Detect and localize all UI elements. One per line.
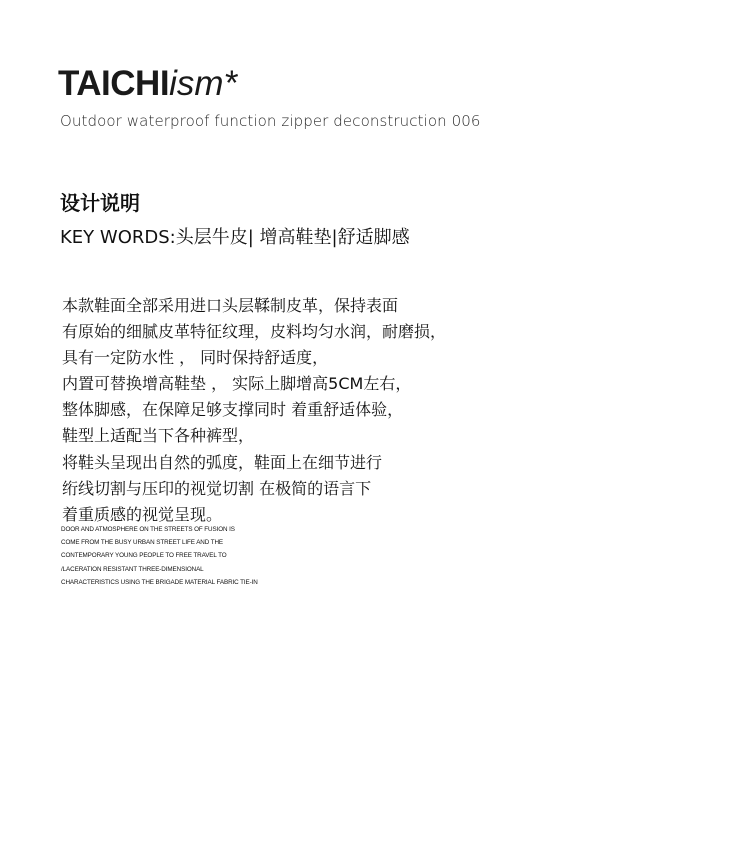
english-line: /LACERATION RESISTANT THREE-DIMENSIONAL (61, 565, 204, 573)
description-line: 鞋型上适配当下各种裤型， (62, 426, 255, 446)
description-line: 本款鞋面全部采用进口头层鞣制皮革，保持表面 (62, 296, 399, 315)
description-line: 有原始的细腻皮革特征纹理，皮料均匀水润，耐磨损， (62, 322, 447, 342)
description-line: 将鞋头呈现出自然的弧度，鞋面上在细节进行 (62, 452, 383, 472)
english-line: COME FROM THE BUSY URBAN STREET LIFE AND THE (61, 539, 224, 547)
brand-logo (58, 66, 237, 101)
product-subtitle: Outdoor waterproof function zipper deconstruction 006 (60, 112, 481, 130)
english-line: DOOR AND ATMOSPHERE ON THE STREETS OF FUSION IS (61, 526, 235, 533)
english-caption (61, 523, 258, 589)
description-line: 着重质感的视觉呈现。 (62, 504, 223, 524)
english-line: CHARACTERISTICS USING THE BRIGADE MATERIAL FABRIC TIE-IN (61, 578, 258, 586)
description-line: 整体脚感，在保障足够支撑同时 着重舒适体验， (62, 400, 404, 420)
description-line: 内置可替换增高鞋垫 ， 实际上脚增高5CM左右， (62, 374, 412, 394)
section-title: 设计说明 (60, 191, 140, 215)
description-paragraph (62, 293, 446, 528)
description-line: 绗线切割与压印的视觉切割 在极简的语言下 (62, 478, 372, 498)
description-line: 具有一定防水性 ， 同时保持舒适度， (62, 348, 329, 368)
brand-name-italic: ism* (169, 64, 238, 103)
keywords-line: KEY WORDS:头层牛皮| 增高鞋垫|舒适脚感 (60, 227, 410, 248)
brand-name-bold: TAICHI (58, 64, 170, 103)
english-line: CONTEMPORARY YOUNG PEOPLE TO FREE TRAVEL TO (61, 552, 227, 560)
